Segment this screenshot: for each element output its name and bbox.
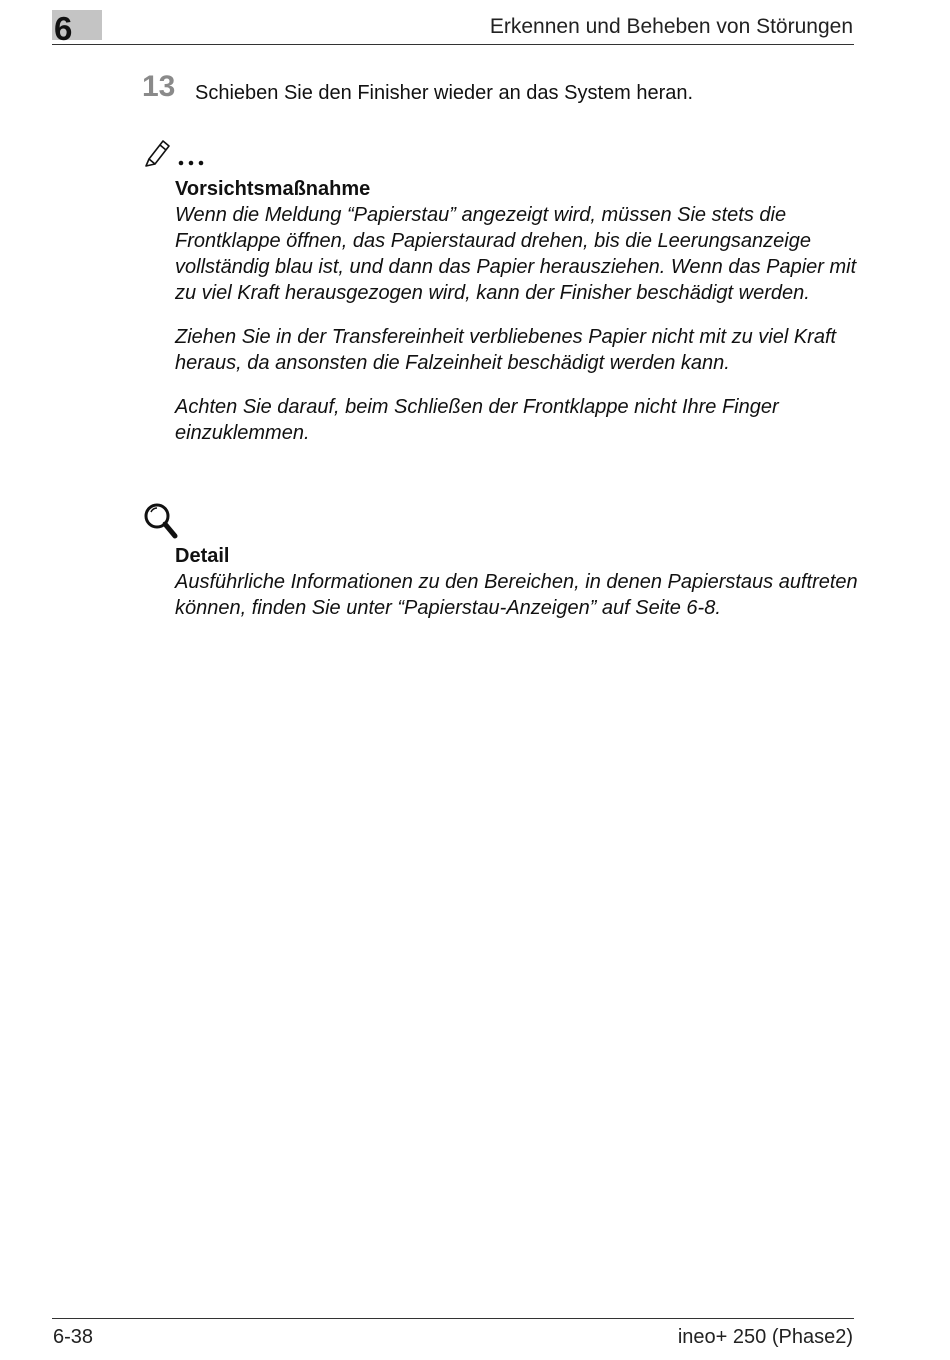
product-name: ineo+ 250 (Phase2) bbox=[677, 1326, 853, 1348]
header-divider bbox=[52, 44, 854, 45]
detail-paragraph: Ausführliche Informationen zu den Bereichen, in denen Papierstaus auftreten können, finden Sie unter “Papierstau-Anzeigen” auf Seite 6-8. bbox=[175, 571, 858, 619]
page-number: 6-38 bbox=[53, 1326, 94, 1348]
caution-paragraph: Achten Sie darauf, beim Schließen der Frontklappe nicht Ihre Finger einzuklemmen. bbox=[175, 396, 779, 444]
chapter-number: 6 bbox=[54, 10, 73, 47]
footer-divider bbox=[52, 1318, 854, 1319]
caution-paragraph: Wenn die Meldung “Papierstau” angezeigt wird, müssen Sie stets die Frontklappe öffnen, das Papierstaurad drehen, bis die Leerungsanzeige vollständig blau ist, und dann das Papier herausziehen. Wenn das Papier mit zu viel Kraft herausgezogen wird, kann der Finisher beschädigt werden. bbox=[175, 204, 857, 304]
caution-heading: Vorsichtsmaßnahme bbox=[175, 178, 371, 200]
page-header-title: Erkennen und Beheben von Störungen bbox=[489, 15, 853, 38]
magnifier-icon bbox=[143, 502, 179, 545]
step-number: 13 bbox=[142, 70, 176, 103]
detail-heading: Detail bbox=[175, 545, 230, 567]
caution-note bbox=[175, 176, 865, 464]
caution-paragraph: Ziehen Sie in der Transfereinheit verbliebenes Papier nicht mit zu viel Kraft heraus, da ansonsten die Falzeinheit beschädigt werden kann. bbox=[175, 326, 837, 374]
step-text: Schieben Sie den Finisher wieder an das System heran. bbox=[195, 82, 694, 104]
detail-note bbox=[175, 543, 865, 639]
pencil-note-icon bbox=[143, 135, 213, 174]
